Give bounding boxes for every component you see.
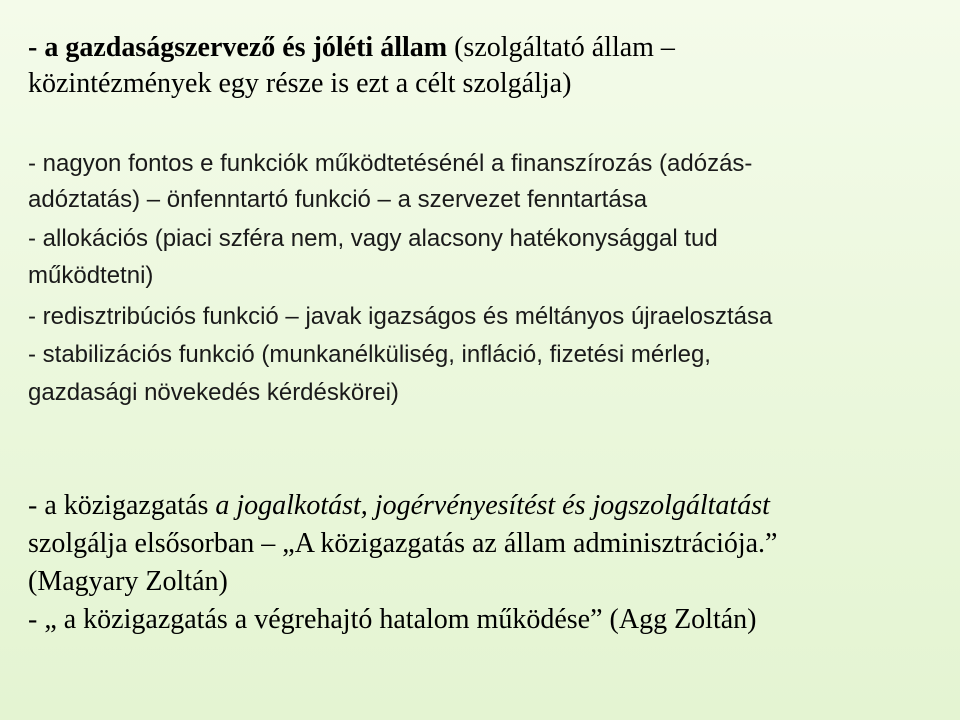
block2-line5: - redisztribúciós funkció – javak igazságos és méltányos újraelosztása	[28, 303, 773, 330]
block1-line2: közintézmények egy része is ezt a célt szolgálja)	[28, 68, 572, 99]
block1-heading: - a gazdaságszervező és jóléti állam	[28, 32, 448, 63]
block2-line2: adóztatás) – önfenntartó funkció – a szervezet fenntartása	[28, 186, 648, 213]
block3-line2: szolgálja elsősorban – „A közigazgatás az állam adminisztrációja.”	[28, 528, 778, 559]
block2-line6: - stabilizációs funkció (munkanélküliség, infláció, fizetési mérleg,	[28, 341, 711, 368]
block3-line1-start: - a közigazgatás	[28, 490, 216, 521]
block2-line3: - allokációs (piaci szféra nem, vagy alacsony hatékonysággal tud	[28, 225, 718, 252]
block3-line1-italic: a jogalkotást, jogérvényesítést és jogszolgáltatást	[215, 490, 770, 521]
block2-line1: - nagyon fontos e funkciók működtetésénél a finanszírozás (adózás-	[28, 150, 753, 177]
block3-line3: (Magyary Zoltán)	[28, 566, 228, 597]
block2-line4: működtetni)	[28, 262, 154, 289]
block3-line4: - „ a közigazgatás a végrehajtó hatalom működése” (Agg Zoltán)	[28, 604, 757, 635]
block1-line1-rest: (szolgáltató állam –	[447, 32, 675, 63]
block3-line1	[28, 492, 770, 520]
block2-line7: gazdasági növekedés kérdéskörei)	[28, 379, 399, 406]
block1-line1	[28, 34, 675, 62]
